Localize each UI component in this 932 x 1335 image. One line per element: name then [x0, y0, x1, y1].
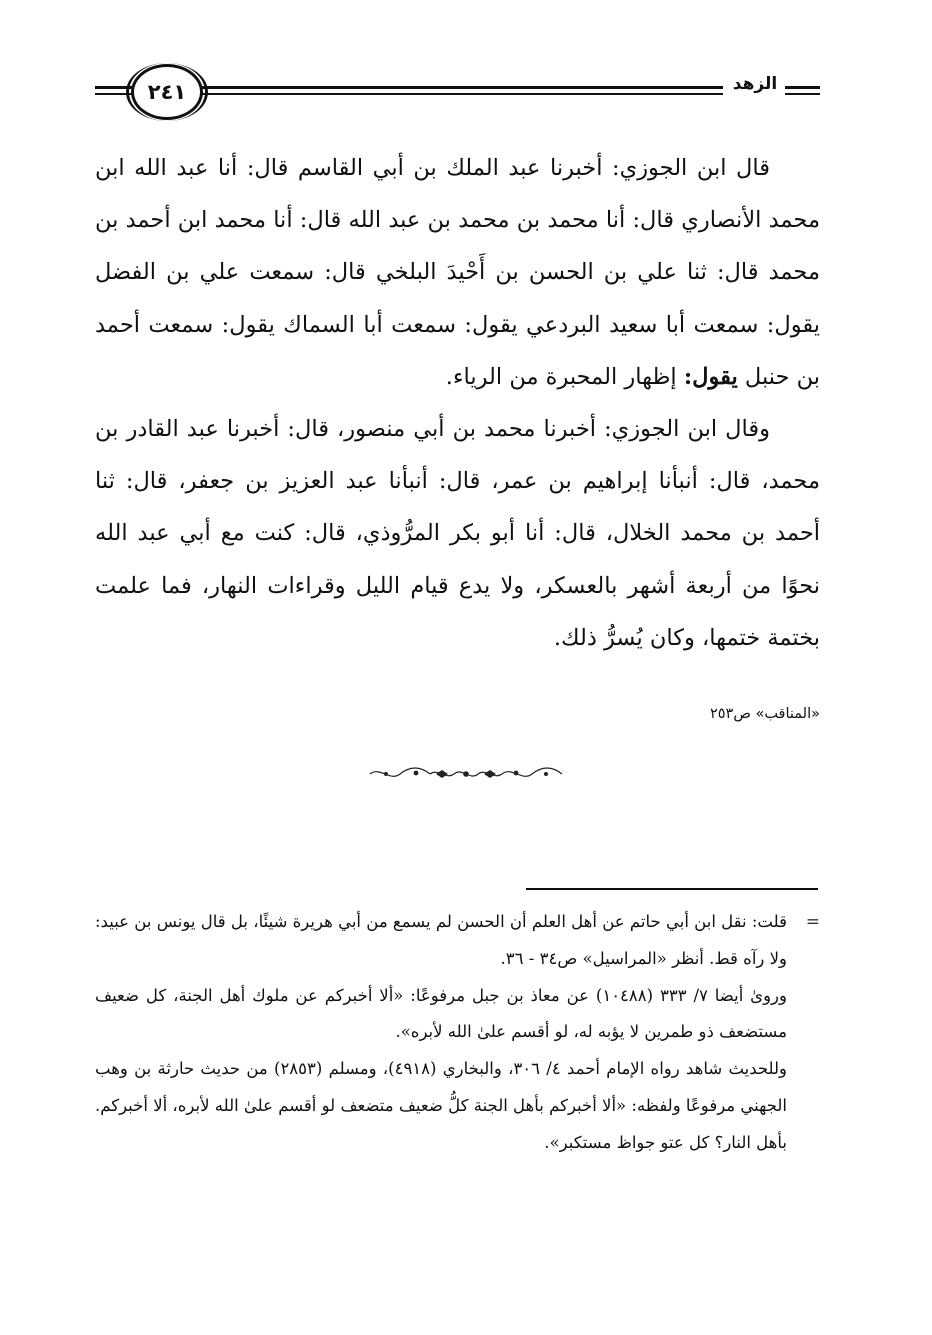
footnote-paragraph-1 — [95, 904, 820, 978]
header-rule-middle-thin — [195, 93, 723, 95]
continuation-mark: = — [805, 912, 820, 932]
header-rule-right-thin — [785, 93, 820, 95]
page-number: ٢٤١ — [131, 64, 203, 120]
paragraph-2: وقال ابن الجوزي: أخبرنا محمد بن أبي منصور، قال: أخبرنا عبد القادر بن محمد، قال: أنبأنا إبراهيم بن عمر، قال: أنبأنا عبد العزيز بن جعفر، قال: ثنا أحمد بن محمد الخلال، قال: أنا أبو بكر المرُّوذي، قال: كنت مع أبي عبد الله نحوًا من أربعة أشهر بالعسكر، ولا يدع قيام الليل وقراءات النهار، فما علمت بختمة ختمها، وكان يُسرُّ ذلك. — [95, 416, 820, 651]
main-text — [95, 142, 820, 664]
page-header — [95, 62, 820, 122]
footnote-paragraph-1-text: قلت: نقل ابن أبي حاتم عن أهل العلم أن الحسن لم يسمع من أبي هريرة شيئًا، بل قال يونس بن عبيد: ولا رآه قط. أنظر «المراسيل» ص٣٤ - ٣٦. — [95, 912, 787, 968]
footnote-paragraph-2: وروىٰ أيضا ٧/ ٣٣٣ (١٠٤٨٨) عن معاذ بن جبل مرفوعًا: «ألا أخبركم عن ملوك أهل الجنة، كل ضعيف مستضعف ذو طمرين لا يؤبه له، لو أقسم علىٰ الله لأبره». — [95, 985, 787, 1042]
paragraph-1-bold: يقول: — [683, 363, 738, 390]
paragraph-1 — [95, 142, 820, 403]
footnote-separator — [526, 888, 818, 890]
chapter-title: الزهد — [732, 74, 778, 94]
footnotes — [95, 904, 820, 1162]
source-reference: «المناقب» ص٢٥٣ — [709, 706, 820, 722]
ornament-divider-icon — [366, 764, 566, 784]
header-rule-right — [785, 86, 820, 89]
paragraph-1-text-a: قال ابن الجوزي: أخبرنا عبد الملك بن أبي القاسم قال: أنا عبد الله ابن محمد الأنصاري قال: أنا محمد بن محمد بن عبد الله قال: أنا محمد ابن أحمد بن محمد قال: ثنا علي بن الحسن بن أَحْيدَ البلخي قال: سمعت علي بن الفضل يقول: سمعت أبا سعيد البردعي يقول: سمعت أبا السماك يقول: سمعت أحمد بن حنبل — [95, 155, 820, 390]
paragraph-1-text-b: إظهار المحبرة من الرياء. — [445, 363, 684, 390]
header-rule-middle — [195, 86, 723, 89]
footnote-paragraph-3: وللحديث شاهد رواه الإمام أحمد ٤/ ٣٠٦، والبخاري (٤٩١٨)، ومسلم (٢٨٥٣) من حديث حارثة بن وهب الجهني مرفوعًا ولفظه: «ألا أخبركم بأهل الجنة كلُّ ضعيف متضعف لو أقسم علىٰ الله لأبره، ألا أخبركم. بأهل النار؟ كل عتو جواظ مستكبر». — [95, 1059, 788, 1152]
